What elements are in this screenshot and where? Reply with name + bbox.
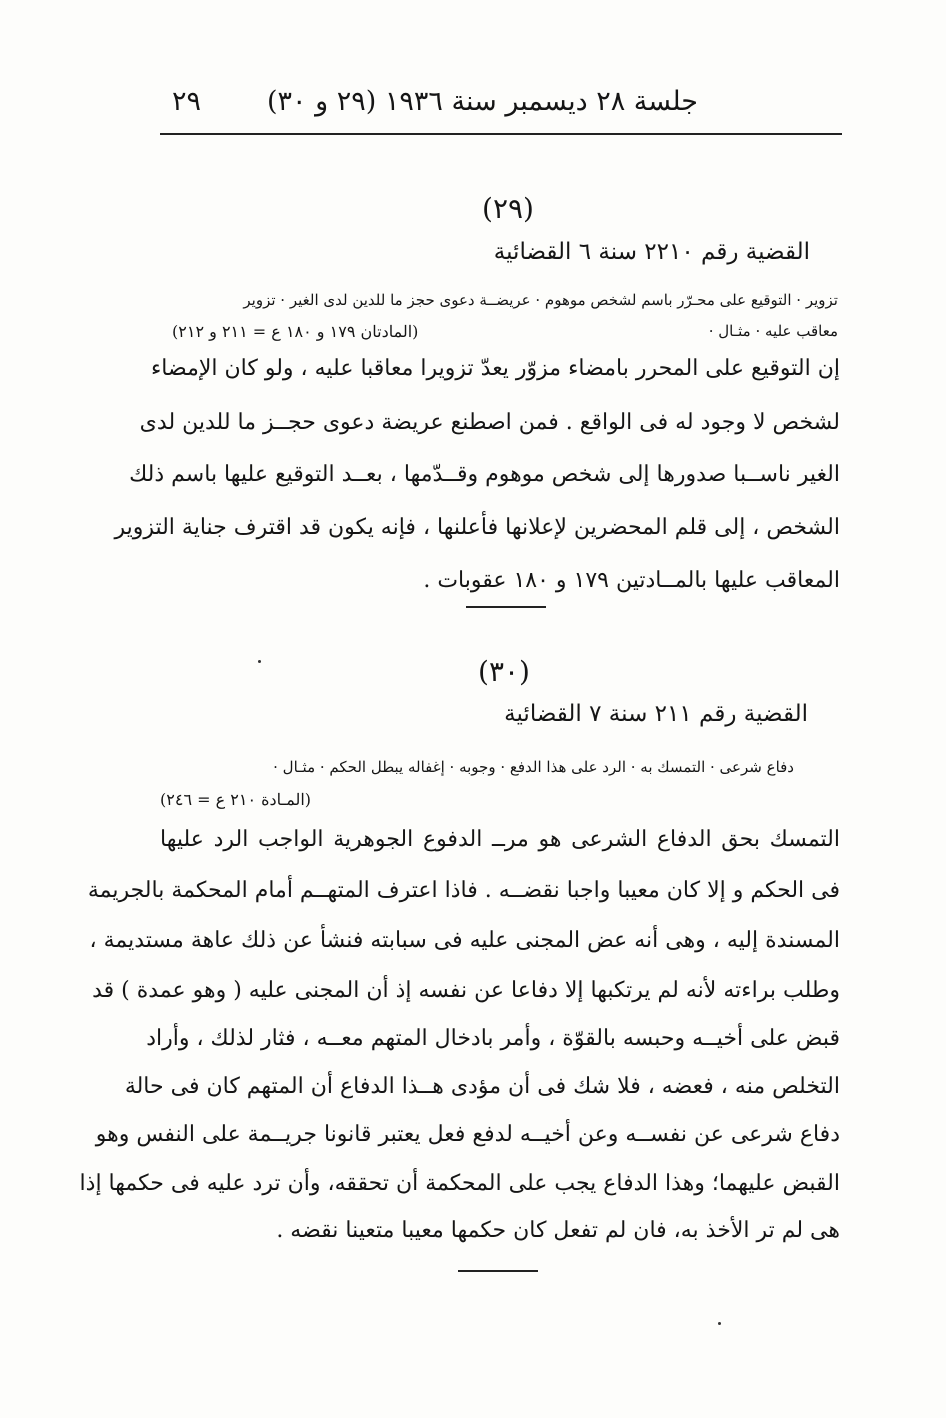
articles-ref: (المـادة ٢١٠ ع = ٢٤٦) bbox=[160, 790, 311, 809]
page-number: ٢٩ bbox=[172, 86, 202, 117]
header-rule bbox=[160, 133, 842, 135]
paragraph-line: دفاع شرعى عن نفســه وعن أخيــه لدفع فعل يعتبر قانونا جريــمة على النفس وهو bbox=[95, 1122, 840, 1147]
summary-line: معاقب عليه · مثـال · bbox=[708, 322, 838, 340]
paragraph-line: الغير ناســبا صدورها إلى شخص موهوم وقــدّمها ، بعــد التوقيع عليها باسم ذلك bbox=[129, 462, 840, 487]
paragraph-line: التخلص منه ، فعضه ، فلا شك فى أن مؤدى هــذا الدفاع أن المتهم كان فى حالة bbox=[124, 1074, 840, 1099]
articles-ref: (المادتان ١٧٩ و ١٨٠ ع = ٢١١ و ٢١٢) bbox=[172, 322, 419, 341]
paragraph-line: هى لم تر الأخذ به، فان لم تفعل كان حكمها معيبا متعينا نقضه . bbox=[276, 1218, 840, 1243]
section-separator bbox=[458, 1270, 538, 1272]
case-title: القضية رقم ٢١١ سنة ٧ القضائية bbox=[504, 701, 808, 727]
summary-line: دفاع شرعى · التمسك به · الرد على هذا الدفع · وجوبه · إغفاله يبطل الحكم · مثـال · bbox=[273, 758, 794, 776]
paragraph-line: المسندة إليه ، وهى أنه عض المجنى عليه فى سبابته فنشأ عن ذلك عاهة مستديمة ، bbox=[89, 928, 840, 953]
paragraph-line: فى الحكم و إلا كان معيبا واجبا نقضــه . فاذا اعترف المتهــم أمام المحكمة بالجريمة bbox=[87, 878, 840, 903]
section-number: (٢٩) bbox=[482, 192, 534, 225]
speck bbox=[718, 1322, 721, 1325]
paragraph-line: التمسك بحق الدفاع الشرعى هو مرــ الدفوع الجوهرية الواجب الرد عليها bbox=[160, 827, 840, 852]
case-title: القضية رقم ٢٢١٠ سنة ٦ القضائية bbox=[493, 239, 810, 265]
paragraph-line: الشخص ، إلى قلم المحضرين لإعلانها فأعلنها ، فإنه يكون قد اقترف جناية التزوير bbox=[114, 515, 840, 540]
paragraph-line: وطلب براءته لأنه لم يرتكبها إلا دفاعا عن نفسه إذ أن المجنى عليه ( وهو عمدة ) قد bbox=[92, 978, 840, 1003]
section-separator bbox=[466, 606, 546, 608]
paragraph-line: إن التوقيع على المحرر بامضاء مزوّر يعدّ تزويرا معاقبا عليه ، ولو كان الإمضاء bbox=[150, 356, 840, 381]
summary-line: تزوير · التوقيع على محـرّر باسم لشخص موهوم · عريضــة دعوى حجز ما للدين لدى الغير · تزوير bbox=[243, 291, 838, 309]
paragraph-line: لشخص لا وجود له فى الواقع . فمن اصطنع عريضة دعوى حجــز ما للدين لدى bbox=[139, 410, 840, 435]
speck bbox=[258, 660, 261, 663]
paragraph-line: المعاقب عليها بالمــادتين ١٧٩ و ١٨٠ عقوبات . bbox=[423, 568, 840, 593]
section-number: (٣٠) bbox=[478, 655, 530, 688]
running-header-title: جلسة ٢٨ ديسمبر سنة ١٩٣٦ (٢٩ و ٣٠) bbox=[266, 86, 698, 117]
paragraph-line: القبض عليهما؛ وهذا الدفاع يجب على المحكمة أن تحققه، وأن ترد عليه فى حكمها إذا bbox=[79, 1171, 840, 1196]
paragraph-line: قبض على أخيــه وحبسه بالقوّة ، وأمر بادخال المتهم معــه ، فثار لذلك ، وأراد bbox=[146, 1026, 840, 1051]
